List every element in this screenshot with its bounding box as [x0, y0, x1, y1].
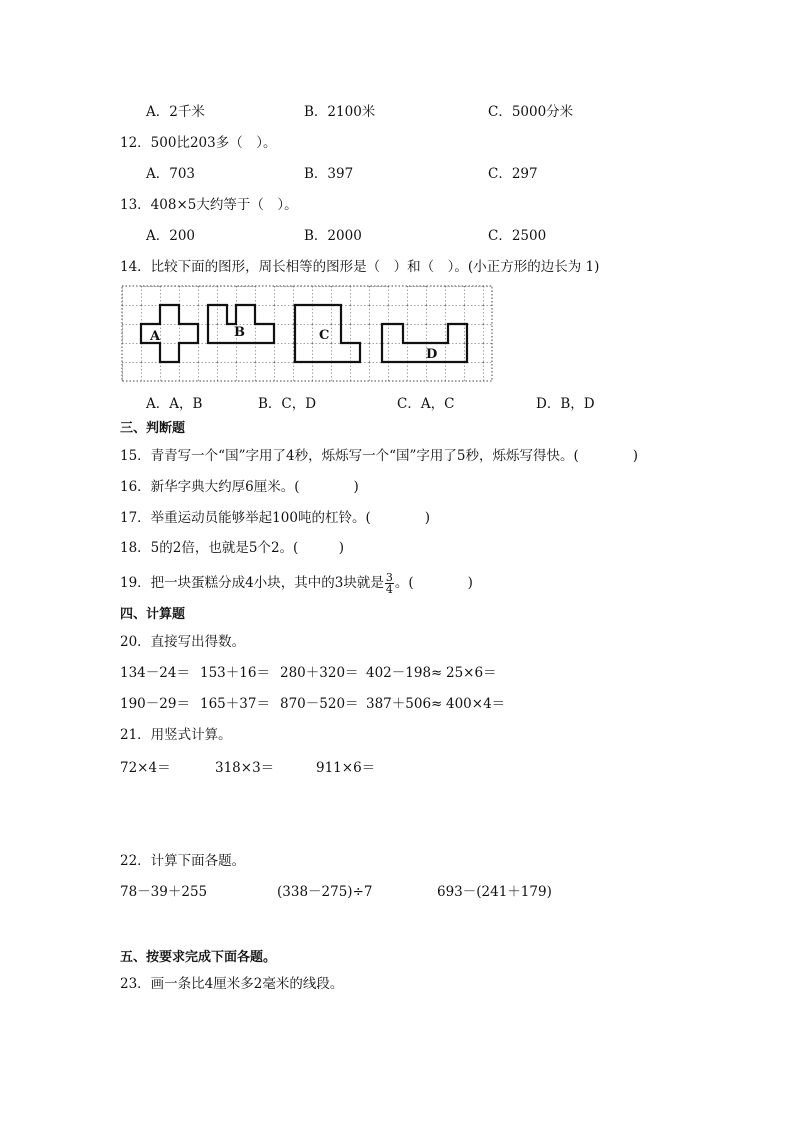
- q21-item-2: 318×3＝: [215, 760, 275, 776]
- q19-text-after: 。( ): [394, 575, 473, 591]
- q22-item-2: (338－275)÷7: [277, 884, 373, 900]
- q15-text: 15．青青写一个“国”字用了4秒，烁烁写一个“国”字用了5秒，烁烁写得快。( ): [120, 448, 638, 464]
- q22-item-3: 693－(241＋179): [437, 884, 552, 900]
- q19-text-before: 19．把一块蛋糕分成4小块，其中的3块就是: [120, 575, 384, 591]
- q19-fraction-denominator: 4: [385, 583, 393, 596]
- shape-d-label: D: [426, 347, 438, 362]
- q13-stem: 13．408×5大约等于（ ）。: [120, 197, 298, 213]
- q11-option-b[interactable]: B．2100米: [304, 104, 376, 120]
- q22-stem: 22．计算下面各题。: [120, 853, 246, 869]
- q20-row2-item-5: 400×4＝: [446, 696, 506, 712]
- section-3-title: 三、判断题: [120, 421, 186, 436]
- grid-background: [122, 286, 492, 381]
- q12-option-c[interactable]: C．297: [488, 166, 538, 182]
- q20-row1-item-3: 280＋320＝: [280, 665, 359, 681]
- q14-stem: 14．比较下面的图形，周长相等的图形是（ ）和（ ）。(小正方形的边长为 1): [120, 259, 600, 275]
- q12-option-b[interactable]: B．397: [304, 166, 354, 182]
- q19-fraction: [385, 572, 394, 595]
- q21-item-3: 911×6＝: [316, 760, 376, 776]
- q12-stem: 12．500比203多（ ）。: [120, 135, 277, 151]
- perimeter-grid-figure: [120, 284, 494, 384]
- q14-option-a[interactable]: A．A，B: [146, 396, 203, 412]
- section-5-title: 五、按要求完成下面各题。: [120, 950, 277, 965]
- section-4-title: 四、计算题: [120, 607, 186, 622]
- shape-b-label: B: [234, 325, 245, 340]
- q11-option-a[interactable]: A．2千米: [146, 104, 205, 120]
- q20-row2-item-1: 190－29＝: [120, 696, 190, 712]
- q21-item-1: 72×4＝: [120, 760, 171, 776]
- q20-row1-item-1: 134－24＝: [120, 665, 190, 681]
- q20-row1-item-5: 25×6＝: [446, 665, 497, 681]
- shape-c-label: C: [319, 328, 330, 343]
- q13-option-c[interactable]: C．2500: [488, 228, 547, 244]
- q13-option-a[interactable]: A．200: [146, 228, 196, 244]
- q11-option-c[interactable]: C．5000分米: [488, 104, 574, 120]
- q14-option-b[interactable]: B．C，D: [258, 396, 317, 412]
- shape-a-label: A: [150, 329, 161, 344]
- q17-text: 17．举重运动员能够举起100吨的杠铃。( ): [120, 510, 430, 526]
- q20-row2-item-4: 387＋506≈: [366, 696, 443, 712]
- q12-option-a[interactable]: A．703: [146, 166, 196, 182]
- q14-option-c[interactable]: C．A，C: [397, 396, 455, 412]
- q20-row2-item-2: 165＋37＝: [200, 696, 270, 712]
- q14-option-d[interactable]: D．B，D: [536, 396, 595, 412]
- q19-line: [120, 570, 473, 596]
- q19-fraction-numerator: 3: [385, 571, 393, 584]
- q20-row2-item-3: 870－520＝: [280, 696, 359, 712]
- q23-text: 23．画一条比4厘米多2毫米的线段。: [120, 976, 344, 992]
- q18-text: 18．5的2倍，也就是5个2。( ): [120, 540, 345, 556]
- q20-row1-item-2: 153＋16＝: [200, 665, 270, 681]
- q20-row1-item-4: 402－198≈: [366, 665, 443, 681]
- q16-text: 16．新华字典大约厚6厘米。( ): [120, 479, 359, 495]
- q22-item-1: 78－39＋255: [120, 884, 208, 900]
- q13-option-b[interactable]: B．2000: [304, 228, 362, 244]
- q20-stem: 20．直接写出得数。: [120, 634, 246, 650]
- q21-stem: 21．用竖式计算。: [120, 727, 232, 743]
